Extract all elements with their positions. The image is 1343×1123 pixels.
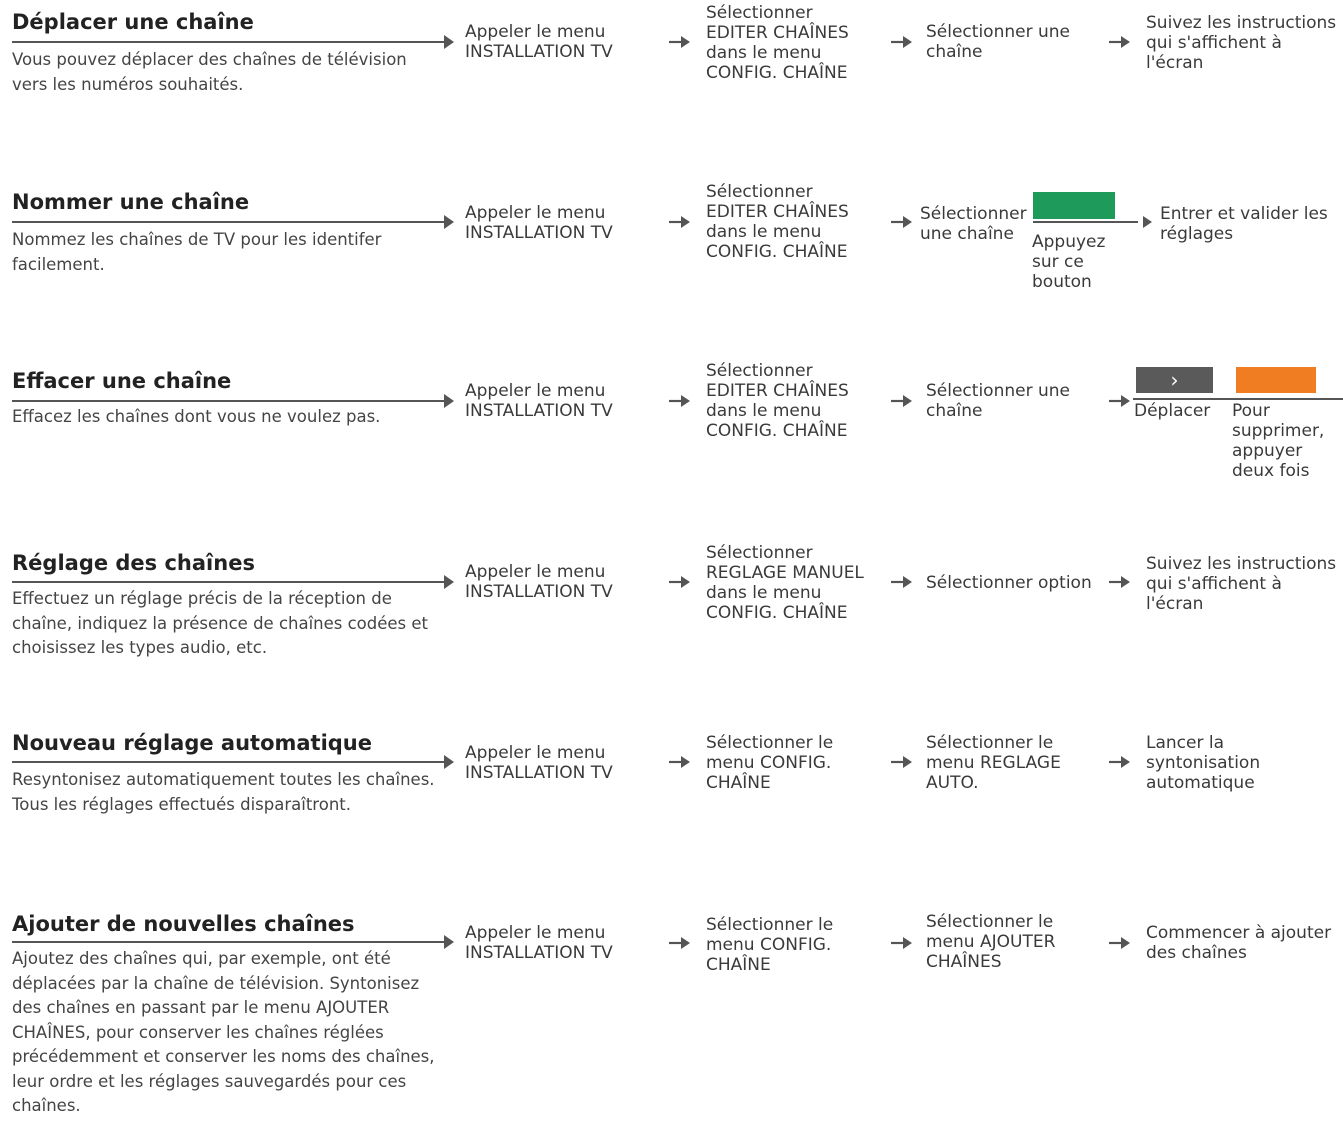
section-title: Nommer une chaîne <box>12 190 250 214</box>
section-description: Effectuez un réglage précis de la réception de chaîne, indiquez la présence de chaînes codées et choisissez les types audio, etc. <box>12 589 429 657</box>
step-1: Appeler le menu INSTALLATION TV <box>465 562 613 602</box>
rule-arrow-icon <box>444 935 454 949</box>
right-arrow-icon <box>890 754 914 770</box>
section-move-channel <box>0 3 1343 160</box>
section-channel-tuning <box>0 543 1343 701</box>
orange-button <box>1236 367 1316 393</box>
step-3: Sélectionner le menu AJOUTER CHAÎNES <box>926 912 1056 972</box>
step-3: Sélectionner une chaîne <box>920 204 1027 244</box>
title-rule <box>12 581 444 583</box>
right-arrow-icon <box>890 393 914 409</box>
section-delete-channel <box>0 361 1343 519</box>
move-button <box>1136 367 1213 393</box>
step-1: Appeler le menu INSTALLATION TV <box>465 923 613 963</box>
step-4: Suivez les instructions qui s'affichent à l'écran <box>1146 554 1337 614</box>
title-rule <box>12 41 444 43</box>
right-arrow-icon <box>1108 34 1132 50</box>
step-2: Sélectionner EDITER CHAÎNES dans le menu CONFIG. CHAÎNE <box>706 3 849 83</box>
button-line <box>1033 221 1138 223</box>
title-rule <box>12 761 444 763</box>
section-description: Ajoutez des chaînes qui, par exemple, ont été déplacées par la chaîne de télévision. Syntonisez des chaînes en passant par le menu AJOUTER CHAÎNES, pour conserver les chaînes réglées précédemment et conserver les noms des chaînes, leur ordre et les réglages sauvegardés pour ces chaînes. <box>12 949 435 1115</box>
right-arrow-icon <box>668 935 692 951</box>
step-1: Appeler le menu INSTALLATION TV <box>465 22 613 62</box>
right-arrow-icon <box>668 754 692 770</box>
section-title: Effacer une chaîne <box>12 369 232 393</box>
section-description: Nommez les chaînes de TV pour les identifer facilement. <box>12 230 382 274</box>
title-rule <box>12 221 444 223</box>
right-arrow-icon <box>668 574 692 590</box>
green-button <box>1033 192 1115 219</box>
right-arrow-icon <box>890 214 914 230</box>
section-description: Effacez les chaînes dont vous ne voulez pas. <box>12 407 381 426</box>
step-2: Sélectionner le menu CONFIG. CHAÎNE <box>706 733 834 793</box>
section-add-channels <box>0 912 1343 1123</box>
section-auto-retune <box>0 731 1343 881</box>
section-description: Vous pouvez déplacer des chaînes de télévision vers les numéros souhaités. <box>12 50 407 94</box>
right-arrow-icon <box>668 34 692 50</box>
delete-caption: Pour supprimer, appuyer deux fois <box>1232 401 1325 481</box>
step-4: Suivez les instructions qui s'affichent à l'écran <box>1146 13 1337 73</box>
step-3: Sélectionner une chaîne <box>926 22 1070 62</box>
right-arrow-icon <box>890 935 914 951</box>
right-arrow-icon <box>890 574 914 590</box>
step-1: Appeler le menu INSTALLATION TV <box>465 381 613 421</box>
section-description: Resyntonisez automatiquement toutes les chaînes. Tous les réglages effectués disparaîtront. <box>12 770 435 814</box>
right-arrow-icon <box>1108 754 1132 770</box>
section-title: Réglage des chaînes <box>12 551 255 575</box>
step-5: Entrer et valider les réglages <box>1160 204 1328 244</box>
right-arrow-icon <box>1108 574 1132 590</box>
step-2: Sélectionner le menu CONFIG. CHAÎNE <box>706 915 834 975</box>
step-3: Sélectionner option <box>926 573 1092 593</box>
rule-arrow-icon <box>444 575 454 589</box>
step-2: Sélectionner REGLAGE MANUEL dans le menu CONFIG. CHAÎNE <box>706 543 864 623</box>
right-arrow-icon <box>1108 393 1132 409</box>
step-1: Appeler le menu INSTALLATION TV <box>465 203 613 243</box>
step-2: Sélectionner EDITER CHAÎNES dans le menu CONFIG. CHAÎNE <box>706 361 849 441</box>
right-arrow-icon <box>1130 214 1154 230</box>
right-arrow-icon <box>1108 935 1132 951</box>
section-name-channel <box>0 182 1343 340</box>
right-arrow-icon <box>668 393 692 409</box>
section-title: Nouveau réglage automatique <box>12 731 373 755</box>
rule-arrow-icon <box>444 215 454 229</box>
section-title: Ajouter de nouvelles chaînes <box>12 912 355 936</box>
step-1: Appeler le menu INSTALLATION TV <box>465 743 613 783</box>
rule-arrow-icon <box>444 394 454 408</box>
step-2: Sélectionner EDITER CHAÎNES dans le menu CONFIG. CHAÎNE <box>706 182 849 262</box>
right-arrow-icon <box>668 214 692 230</box>
button-line <box>1133 398 1343 400</box>
step-3: Sélectionner le menu REGLAGE AUTO. <box>926 733 1061 793</box>
step-3: Sélectionner une chaîne <box>926 381 1070 421</box>
rule-arrow-icon <box>444 35 454 49</box>
button-caption: Appuyez sur ce bouton <box>1032 232 1106 292</box>
title-rule <box>12 400 444 402</box>
right-arrow-icon <box>890 34 914 50</box>
chevron-right-icon: › <box>1170 368 1179 392</box>
step-4: Commencer à ajouter des chaînes <box>1146 923 1332 963</box>
section-title: Déplacer une chaîne <box>12 10 254 34</box>
step-4: Lancer la syntonisation automatique <box>1146 733 1261 793</box>
rule-arrow-icon <box>444 755 454 769</box>
title-rule <box>12 941 444 943</box>
move-caption: Déplacer <box>1134 401 1211 421</box>
